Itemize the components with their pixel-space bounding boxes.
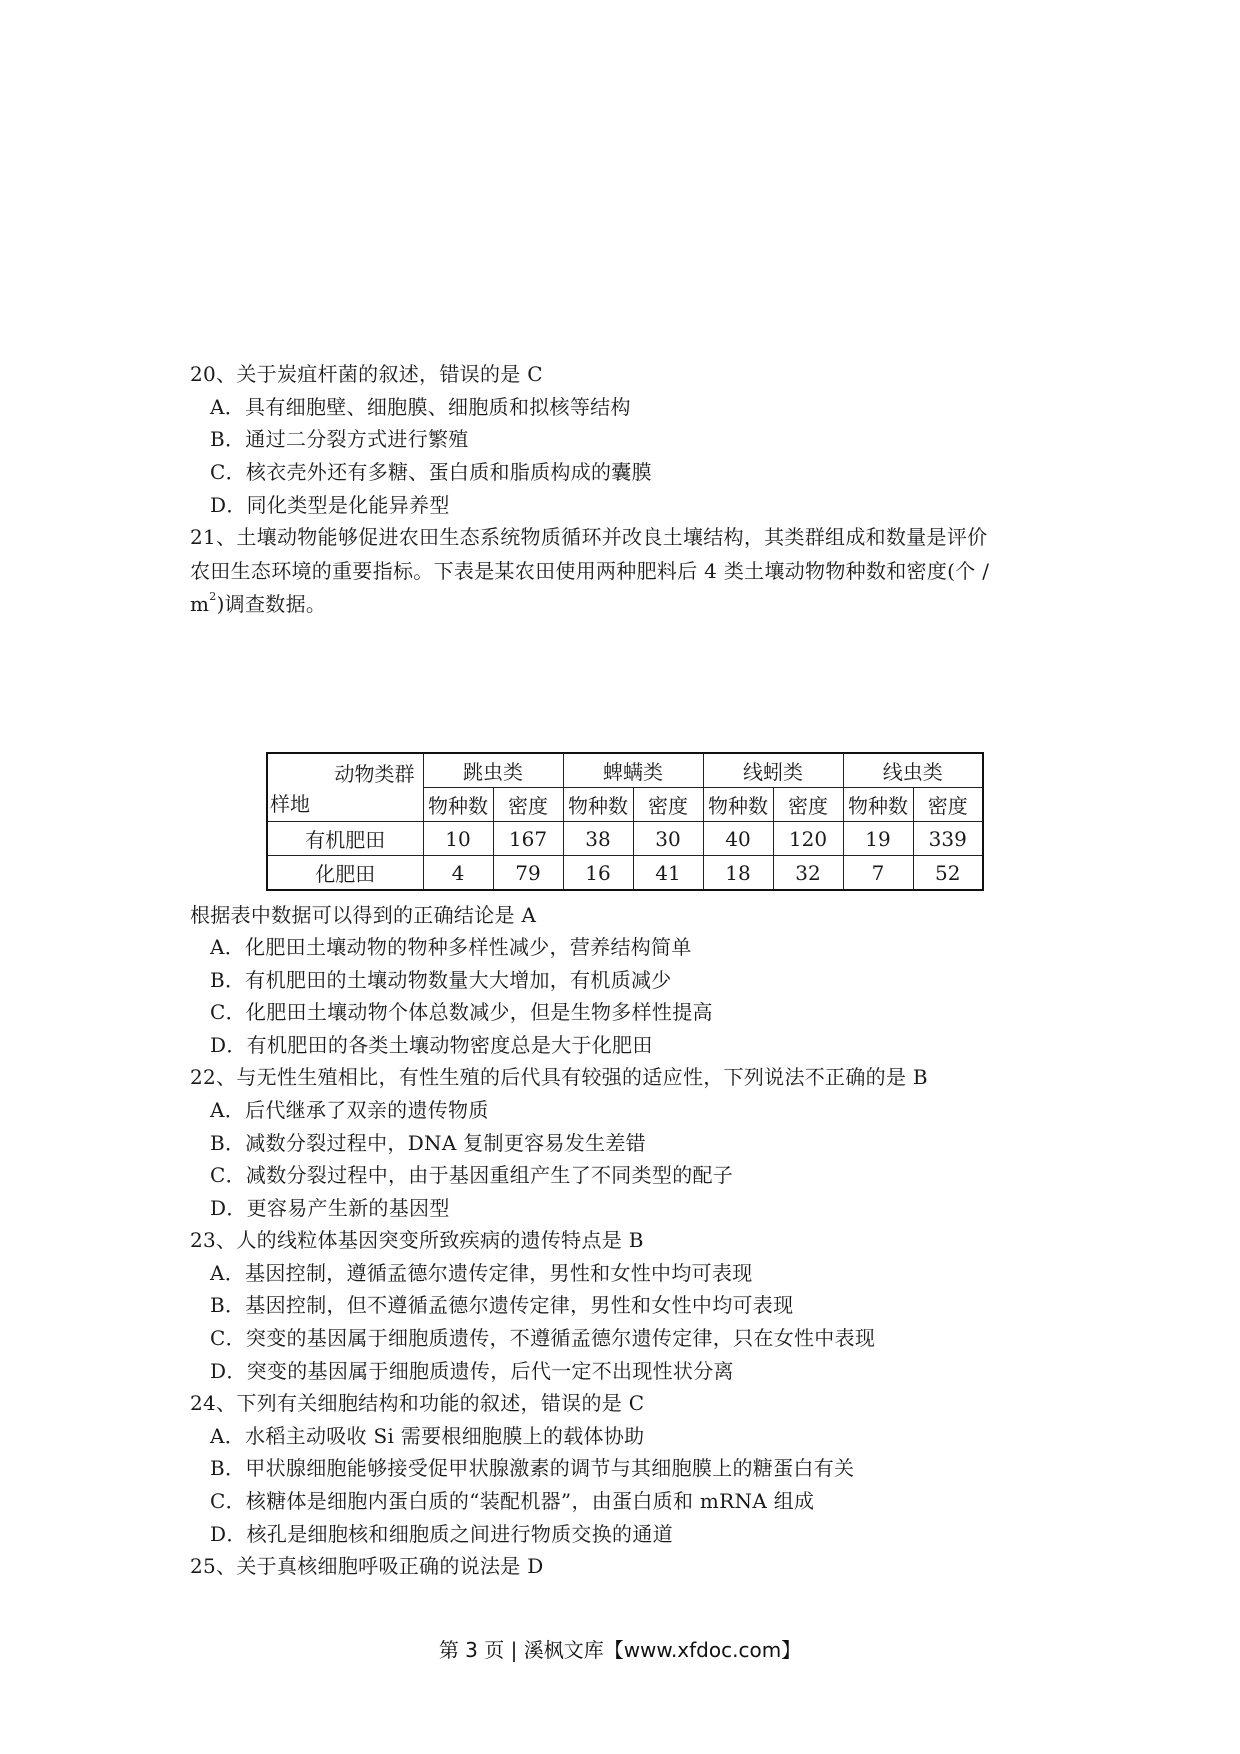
table-cell: 79 bbox=[493, 856, 563, 891]
sub-header: 密度 bbox=[913, 788, 983, 822]
table-cell: 38 bbox=[563, 822, 633, 856]
group-header: 线虫类 bbox=[843, 753, 983, 788]
table-cell: 167 bbox=[493, 822, 563, 856]
question-20-stem: 20、关于炭疽杆菌的叙述，错误的是 C bbox=[190, 362, 543, 386]
question-21-option-a: A．化肥田土壤动物的物种多样性减少，营养结构简单 bbox=[210, 935, 692, 959]
question-21-option-c: C．化肥田土壤动物个体总数减少，但是生物多样性提高 bbox=[210, 1000, 713, 1024]
question-24-option-d: D．核孔是细胞核和细胞质之间进行物质交换的通道 bbox=[210, 1522, 673, 1546]
question-21-option-d: D．有机肥田的各类土壤动物密度总是大于化肥田 bbox=[210, 1033, 653, 1057]
question-20-option-a: A．具有细胞壁、细胞膜、细胞质和拟核等结构 bbox=[210, 395, 631, 419]
corner-label-group: 动物类群 bbox=[334, 762, 415, 786]
question-21-followup: 根据表中数据可以得到的正确结论是 A bbox=[190, 903, 537, 927]
question-20-option-d: D．同化类型是化能异养型 bbox=[210, 493, 450, 517]
question-23-option-a: A．基因控制，遵循孟德尔遗传定律，男性和女性中均可表现 bbox=[210, 1261, 753, 1285]
question-24-option-a: A．水稻主动吸收 Si 需要根细胞膜上的载体协助 bbox=[210, 1424, 645, 1448]
table-cell: 10 bbox=[423, 822, 493, 856]
sub-header: 物种数 bbox=[703, 788, 773, 822]
group-header: 蜱螨类 bbox=[563, 753, 703, 788]
question-24-stem: 24、下列有关细胞结构和功能的叙述，错误的是 C bbox=[190, 1391, 645, 1415]
question-23-stem: 23、人的线粒体基因突变所致疾病的遗传特点是 B bbox=[190, 1228, 644, 1252]
corner-label-site: 样地 bbox=[270, 792, 310, 816]
question-21-option-b: B．有机肥田的土壤动物数量大大增加，有机质减少 bbox=[210, 968, 672, 992]
question-21-stem-line1: 21、土壤动物能够促进农田生态系统物质循环并改良土壤结构，其类群组成和数量是评价 bbox=[190, 525, 988, 549]
question-21-stem-line2: 农田生态环境的重要指标。下表是某农田使用两种肥料后 4 类土壤动物物种数和密度(个 / bbox=[190, 559, 990, 583]
table-cell: 4 bbox=[423, 856, 493, 891]
sub-header: 物种数 bbox=[843, 788, 913, 822]
sub-header: 物种数 bbox=[563, 788, 633, 822]
question-25-stem: 25、关于真核细胞呼吸正确的说法是 D bbox=[190, 1554, 544, 1578]
table-cell: 41 bbox=[633, 856, 703, 891]
table-cell: 19 bbox=[843, 822, 913, 856]
table-cell: 40 bbox=[703, 822, 773, 856]
sub-header: 密度 bbox=[633, 788, 703, 822]
soil-animal-table bbox=[266, 752, 984, 891]
table-cell: 16 bbox=[563, 856, 633, 891]
sub-header: 密度 bbox=[493, 788, 563, 822]
question-23-option-c: C．突变的基因属于细胞质遗传，不遵循孟德尔遗传定律，只在女性中表现 bbox=[210, 1326, 876, 1350]
table-cell: 339 bbox=[913, 822, 983, 856]
question-23-option-d: D．突变的基因属于细胞质遗传，后代一定不出现性状分离 bbox=[210, 1359, 734, 1383]
table-row bbox=[267, 856, 983, 891]
question-22-option-d: D．更容易产生新的基因型 bbox=[210, 1196, 450, 1220]
question-23-option-b: B．基因控制，但不遵循孟德尔遗传定律，男性和女性中均可表现 bbox=[210, 1293, 794, 1317]
table-row bbox=[267, 822, 983, 856]
table-cell: 7 bbox=[843, 856, 913, 891]
sub-header: 密度 bbox=[773, 788, 843, 822]
table-corner-header bbox=[267, 753, 423, 822]
question-22-option-c: C．减数分裂过程中，由于基因重组产生了不同类型的配子 bbox=[210, 1163, 734, 1187]
question-22-option-b: B．减数分裂过程中，DNA 复制更容易发生差错 bbox=[210, 1131, 646, 1155]
question-24-option-b: B．甲状腺细胞能够接受促甲状腺激素的调节与其细胞膜上的糖蛋白有关 bbox=[210, 1456, 855, 1480]
question-20-option-c: C．核衣壳外还有多糖、蛋白质和脂质构成的囊膜 bbox=[210, 460, 652, 484]
sub-header: 物种数 bbox=[423, 788, 493, 822]
page-footer: 第 3 页 | 溪枫文库【www.xfdoc.com】 bbox=[438, 1638, 802, 1662]
table-cell: 120 bbox=[773, 822, 843, 856]
row-label: 有机肥田 bbox=[267, 822, 423, 856]
group-header: 线蚓类 bbox=[703, 753, 843, 788]
question-22-option-a: A．后代继承了双亲的遗传物质 bbox=[210, 1098, 489, 1122]
table-cell: 52 bbox=[913, 856, 983, 891]
question-21-stem-line3: $m^2$)调查数据。 bbox=[190, 590, 327, 616]
table-cell: 18 bbox=[703, 856, 773, 891]
group-header: 跳虫类 bbox=[423, 753, 563, 788]
question-24-option-c: C．核糖体是细胞内蛋白质的“装配机器”，由蛋白质和 mRNA 组成 bbox=[210, 1489, 815, 1513]
row-label: 化肥田 bbox=[267, 856, 423, 891]
question-20-option-b: B．通过二分裂方式进行繁殖 bbox=[210, 427, 469, 451]
table-cell: 30 bbox=[633, 822, 703, 856]
question-22-stem: 22、与无性生殖相比，有性生殖的后代具有较强的适应性，下列说法不正确的是 B bbox=[190, 1065, 928, 1089]
table-cell: 32 bbox=[773, 856, 843, 891]
